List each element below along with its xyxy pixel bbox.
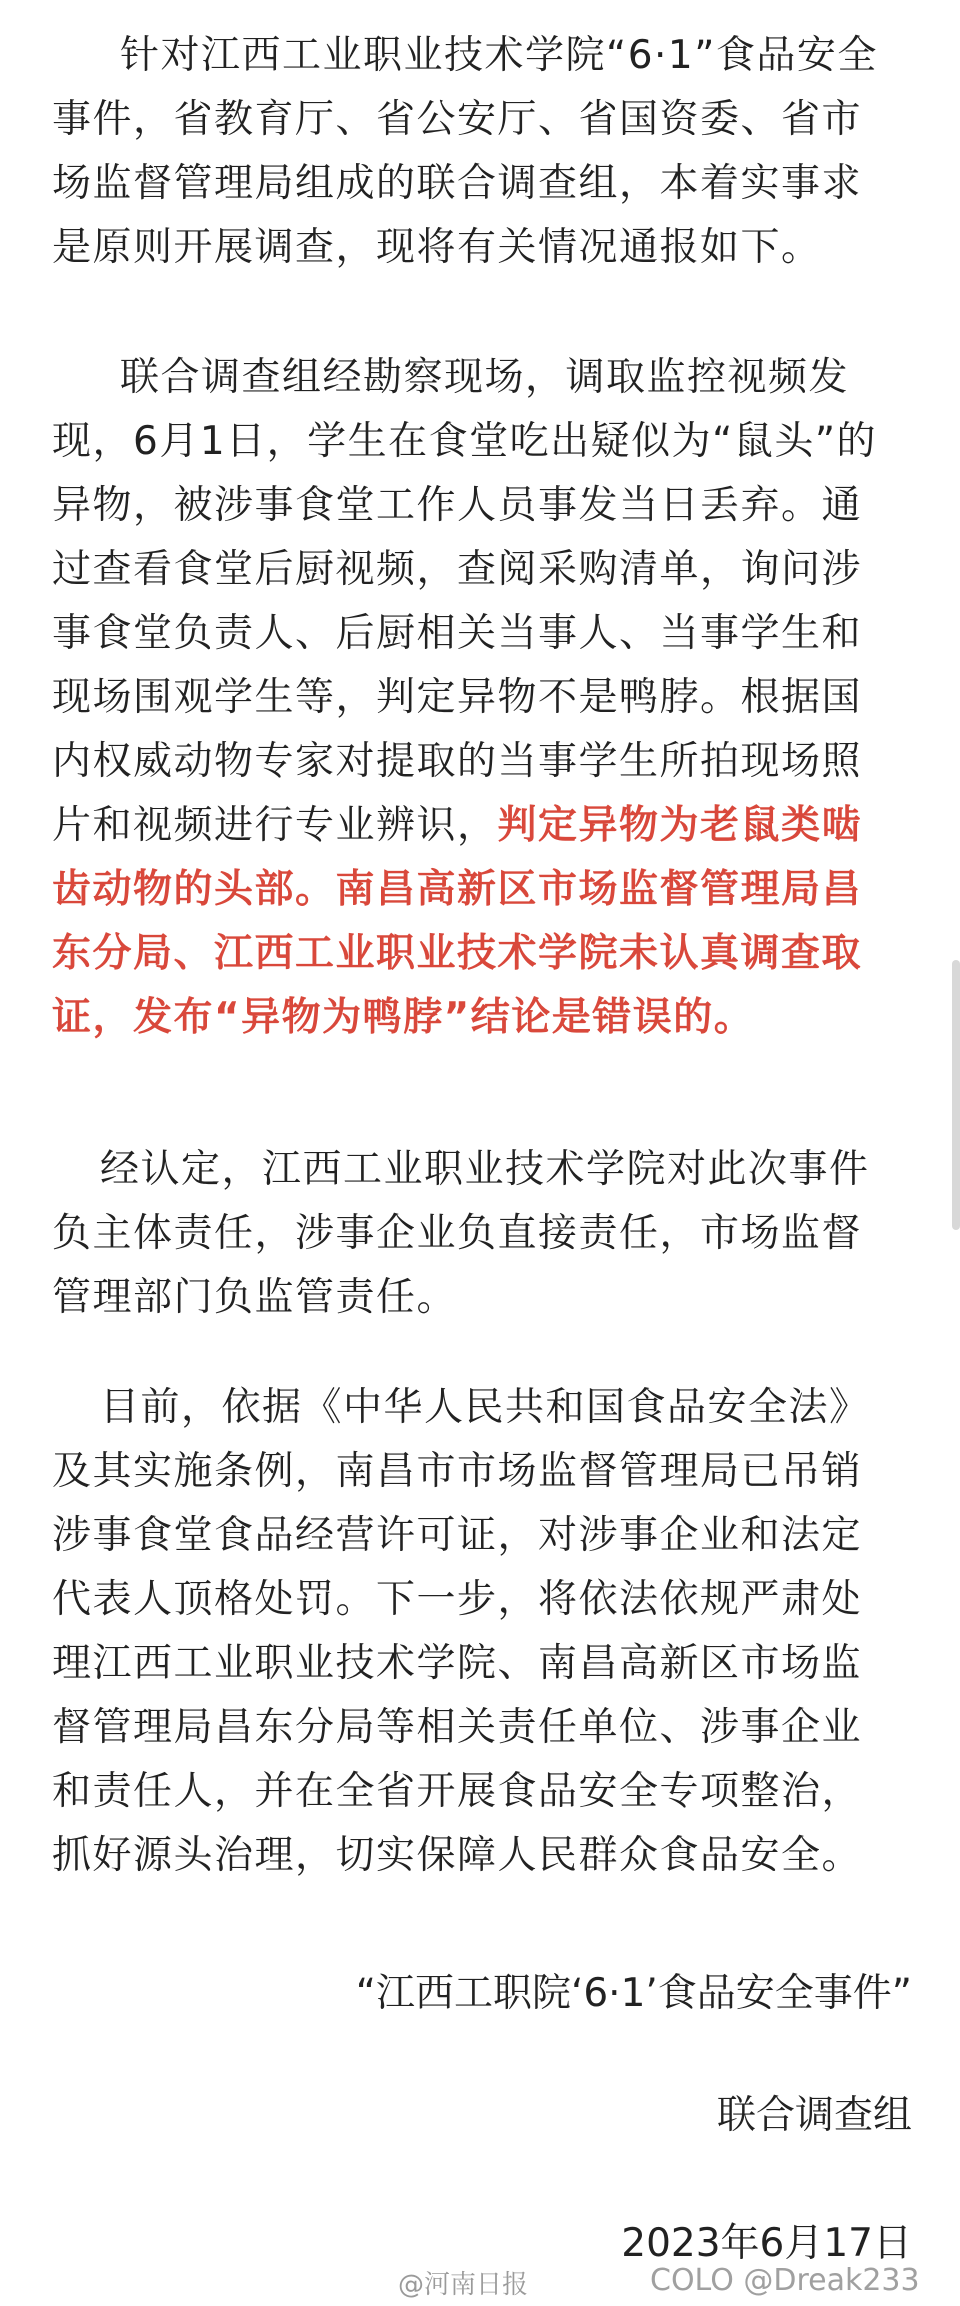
- text-line: 事食堂负责人、后厨相关当事人、当事学生和: [52, 611, 863, 656]
- watermark-user: COLO @Dreak233: [650, 2263, 920, 2298]
- text-line: 涉事食堂食品经营许可证，对涉事企业和法定: [52, 1513, 863, 1558]
- signature-date: 2023年6月17日: [621, 2221, 912, 2266]
- text-line: 及其实施条例，南昌市市场监督管理局已吊销: [52, 1449, 863, 1494]
- text-line: 负主体责任，涉事企业负直接责任，市场监督: [52, 1211, 863, 1256]
- paragraph-findings: [52, 346, 908, 1050]
- text-line: 过查看食堂后厨视频，查阅采购清单，询问涉: [52, 547, 863, 592]
- text-line: 和责任人，并在全省开展食品安全专项整治，: [52, 1769, 863, 1814]
- text-line: 联合调查组经勘察现场，调取监控视频发: [120, 355, 850, 400]
- scrollbar-thumb[interactable]: [952, 960, 960, 1230]
- watermark-source: @河南日报: [398, 2270, 529, 2300]
- paragraph-intro: [52, 24, 908, 280]
- text-line: 异物，被涉事食堂工作人员事发当日丢弃。通: [52, 483, 863, 528]
- text-line: 现场围观学生等，判定异物不是鸭脖。根据国: [52, 675, 863, 720]
- signature-event-name: “江西工职院‘6·1’食品安全事件”: [355, 1971, 912, 2016]
- text-line: 事件，省教育厅、省公安厅、省国资委、省市: [52, 97, 863, 142]
- highlighted-conclusion: 齿动物的头部。南昌高新区市场监督管理局昌: [52, 867, 863, 912]
- text-line: 经认定，江西工业职业技术学院对此次事件: [100, 1147, 870, 1192]
- text-line: 理江西工业职业技术学院、南昌高新区市场监: [52, 1641, 863, 1686]
- text-line: 场监督管理局组成的联合调查组，本着实事求: [52, 161, 863, 206]
- text-line: 督管理局昌东分局等相关责任单位、涉事企业: [52, 1705, 863, 1750]
- text-line: 抓好源头治理，切实保障人民群众食品安全。: [52, 1833, 863, 1878]
- text-line: 目前，依据《中华人民共和国食品安全法》: [100, 1385, 870, 1430]
- text-line: 内权威动物专家对提取的当事学生所拍现场照: [52, 739, 863, 784]
- text-line-mixed: [52, 794, 908, 858]
- signature-group: 联合调查组: [716, 2093, 912, 2138]
- text-line: 代表人顶格处罚。下一步，将依法依规严肃处: [52, 1577, 863, 1622]
- text-line: 现，6月1日，学生在食堂吃出疑似为“鼠头”的: [52, 419, 878, 464]
- text-line: 管理部门负监管责任。: [52, 1275, 458, 1320]
- highlighted-conclusion: 东分局、江西工业职业技术学院未认真调查取: [52, 931, 863, 976]
- paragraph-responsibility: [52, 1138, 908, 1330]
- text-plain-segment: 片和视频进行专业辨识，: [52, 803, 498, 848]
- paragraph-measures: [52, 1376, 908, 1888]
- highlighted-conclusion: 判定异物为老鼠类啮: [497, 803, 863, 848]
- highlighted-conclusion: 证，发布“异物为鸭脖”结论是错误的。: [52, 995, 755, 1040]
- text-line: 针对江西工业职业技术学院“6·1”食品安全: [120, 33, 878, 78]
- text-line: 是原则开展调查，现将有关情况通报如下。: [52, 225, 822, 270]
